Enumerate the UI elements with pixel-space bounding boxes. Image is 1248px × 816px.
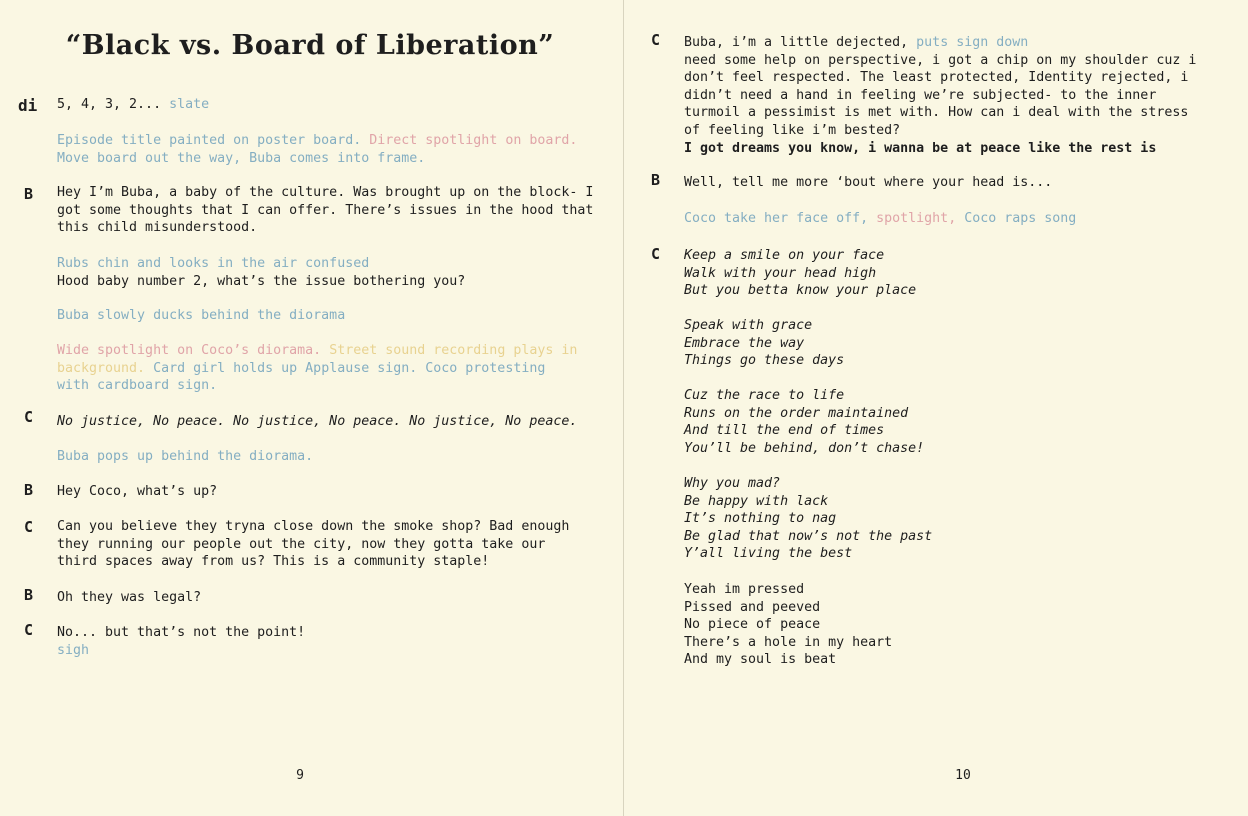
- stage-direction-3: Buba slowly ducks behind the diorama: [57, 308, 346, 323]
- dialogue-line: turmoil a pessimist is met with. How can i deal with the stress: [684, 105, 1189, 121]
- direction-text: with cardboard sign.: [57, 378, 218, 394]
- lyric-line: Pissed and peeved: [684, 599, 821, 615]
- speaker-b: B: [651, 171, 661, 189]
- direction-text: Rubs chin and looks in the air confused: [57, 256, 370, 271]
- dialogue-line: Hey I’m Buba, a baby of the culture. Was brought up on the block- I: [57, 185, 594, 200]
- dialogue-line: got some thoughts that I can offer. There’s issues in the hood that: [57, 202, 594, 218]
- dialogue-line: third spaces away from us? This is a community staple!: [57, 554, 490, 570]
- direction-text: Direct spotlight on board.: [369, 133, 578, 148]
- lyric-line: You’ll be behind, don’t chase!: [684, 440, 925, 456]
- page-number: 10: [955, 768, 971, 783]
- lyric-line: Cuz the race to life: [684, 388, 845, 403]
- direction-text: Move board out the way, Buba comes into frame.: [57, 150, 426, 166]
- stage-direction-2: [57, 255, 465, 290]
- stage-direction-5: Buba pops up behind the diorama.: [57, 449, 314, 464]
- stage-direction-6: [684, 210, 1076, 228]
- dialogue-line: I got dreams you know, i wanna be at peace like the rest is: [684, 140, 1157, 156]
- lyric-line: Walk with your head high: [684, 265, 877, 281]
- direction-text: puts sign down: [916, 35, 1029, 50]
- dialogue-b4: Well, tell me more ‘bout where your head is...: [684, 175, 1053, 190]
- slate-note: slate: [169, 97, 210, 112]
- speaker-c: C: [651, 245, 661, 263]
- direction-text: Street sound recording plays in: [329, 343, 578, 358]
- dialogue-c4: [684, 34, 1196, 157]
- left-page: [0, 0, 623, 816]
- direction-text: Card girl holds up Applause sign. Coco protesting: [153, 360, 546, 376]
- lyric-line: And till the end of times: [684, 423, 885, 439]
- lyric-line: Be happy with lack: [684, 493, 829, 509]
- dialogue-b2: Hey Coco, what’s up?: [57, 484, 218, 499]
- speaker-c: C: [651, 31, 661, 49]
- direction-text: Coco take her face off,: [684, 211, 869, 226]
- song-stanza-1: [684, 247, 916, 300]
- lyric-line: Why you mad?: [684, 476, 781, 491]
- song-stanza-5: [684, 581, 892, 669]
- lyric-line: Be glad that now’s not the past: [684, 528, 933, 544]
- dialogue-line: of feeling like i’m bested?: [684, 122, 901, 138]
- dialogue-line: Hood baby number 2, what’s the issue bothering you?: [57, 273, 466, 289]
- dialogue-line: Buba, i’m a little dejected,: [684, 35, 909, 50]
- lyric-line: There’s a hole in my heart: [684, 634, 893, 650]
- dialogue-c3: [57, 624, 305, 659]
- lyric-line: And my soul is beat: [684, 652, 837, 668]
- song-stanza-3: [684, 387, 924, 457]
- stage-direction-4: [57, 342, 577, 395]
- direction-text: background.: [57, 360, 146, 376]
- page-number: 9: [296, 768, 304, 783]
- countdown-line: [57, 96, 209, 114]
- dialogue-line: this child misunderstood.: [57, 220, 258, 236]
- lyric-line: No piece of peace: [684, 617, 821, 633]
- dialogue-line: need some help on perspective, i got a chip on my shoulder cuz i: [684, 52, 1197, 68]
- dialogue-c1: No justice, No peace. No justice, No peace. No justice, No peace.: [57, 414, 578, 429]
- song-stanza-4: [684, 475, 932, 563]
- speaker-c: C: [24, 518, 34, 536]
- sigh-note: sigh: [57, 642, 90, 658]
- direction-text: Wide spotlight on Coco’s diorama.: [57, 343, 322, 358]
- lyric-line: Y’all living the best: [684, 546, 853, 562]
- speaker-c: C: [24, 408, 34, 426]
- lyric-line: Embrace the way: [684, 335, 805, 351]
- dialogue-c2: [57, 518, 569, 571]
- dialogue-line: No... but that’s not the point!: [57, 625, 306, 640]
- lyric-line: Runs on the order maintained: [684, 405, 909, 421]
- page-title: “Black vs. Board of Liberation”: [65, 30, 555, 61]
- dialogue-b3: Oh they was legal?: [57, 590, 202, 605]
- dialogue-line: didn’t need a hand in feeling we’re subjected- to the inner: [684, 87, 1157, 103]
- direction-text: Coco raps song: [964, 211, 1077, 226]
- speaker-c: C: [24, 621, 34, 639]
- dialogue-line: don’t feel respected. The least protected, Identity rejected, i: [684, 70, 1189, 86]
- di-label: di: [18, 96, 38, 115]
- dialogue-b1: [57, 184, 593, 237]
- lyric-line: Keep a smile on your face: [684, 248, 885, 263]
- direction-text: spotlight,: [876, 211, 957, 226]
- speaker-b: B: [24, 185, 34, 203]
- countdown: 5, 4, 3, 2...: [57, 97, 162, 112]
- lyric-line: It’s nothing to nag: [684, 511, 837, 527]
- dialogue-line: they running our people out the city, now they gotta take our: [57, 536, 546, 552]
- lyric-line: Speak with grace: [684, 318, 813, 333]
- lyric-line: Things go these days: [684, 353, 845, 369]
- right-page: [624, 0, 1248, 816]
- stage-direction-1: [57, 132, 577, 167]
- lyric-line: But you betta know your place: [684, 283, 917, 299]
- direction-text: Episode title painted on poster board.: [57, 133, 362, 148]
- lyric-line: Yeah im pressed: [684, 582, 805, 597]
- speaker-b: B: [24, 481, 34, 499]
- dialogue-line: Can you believe they tryna close down the smoke shop? Bad enough: [57, 519, 570, 534]
- song-stanza-2: [684, 317, 844, 370]
- speaker-b: B: [24, 586, 34, 604]
